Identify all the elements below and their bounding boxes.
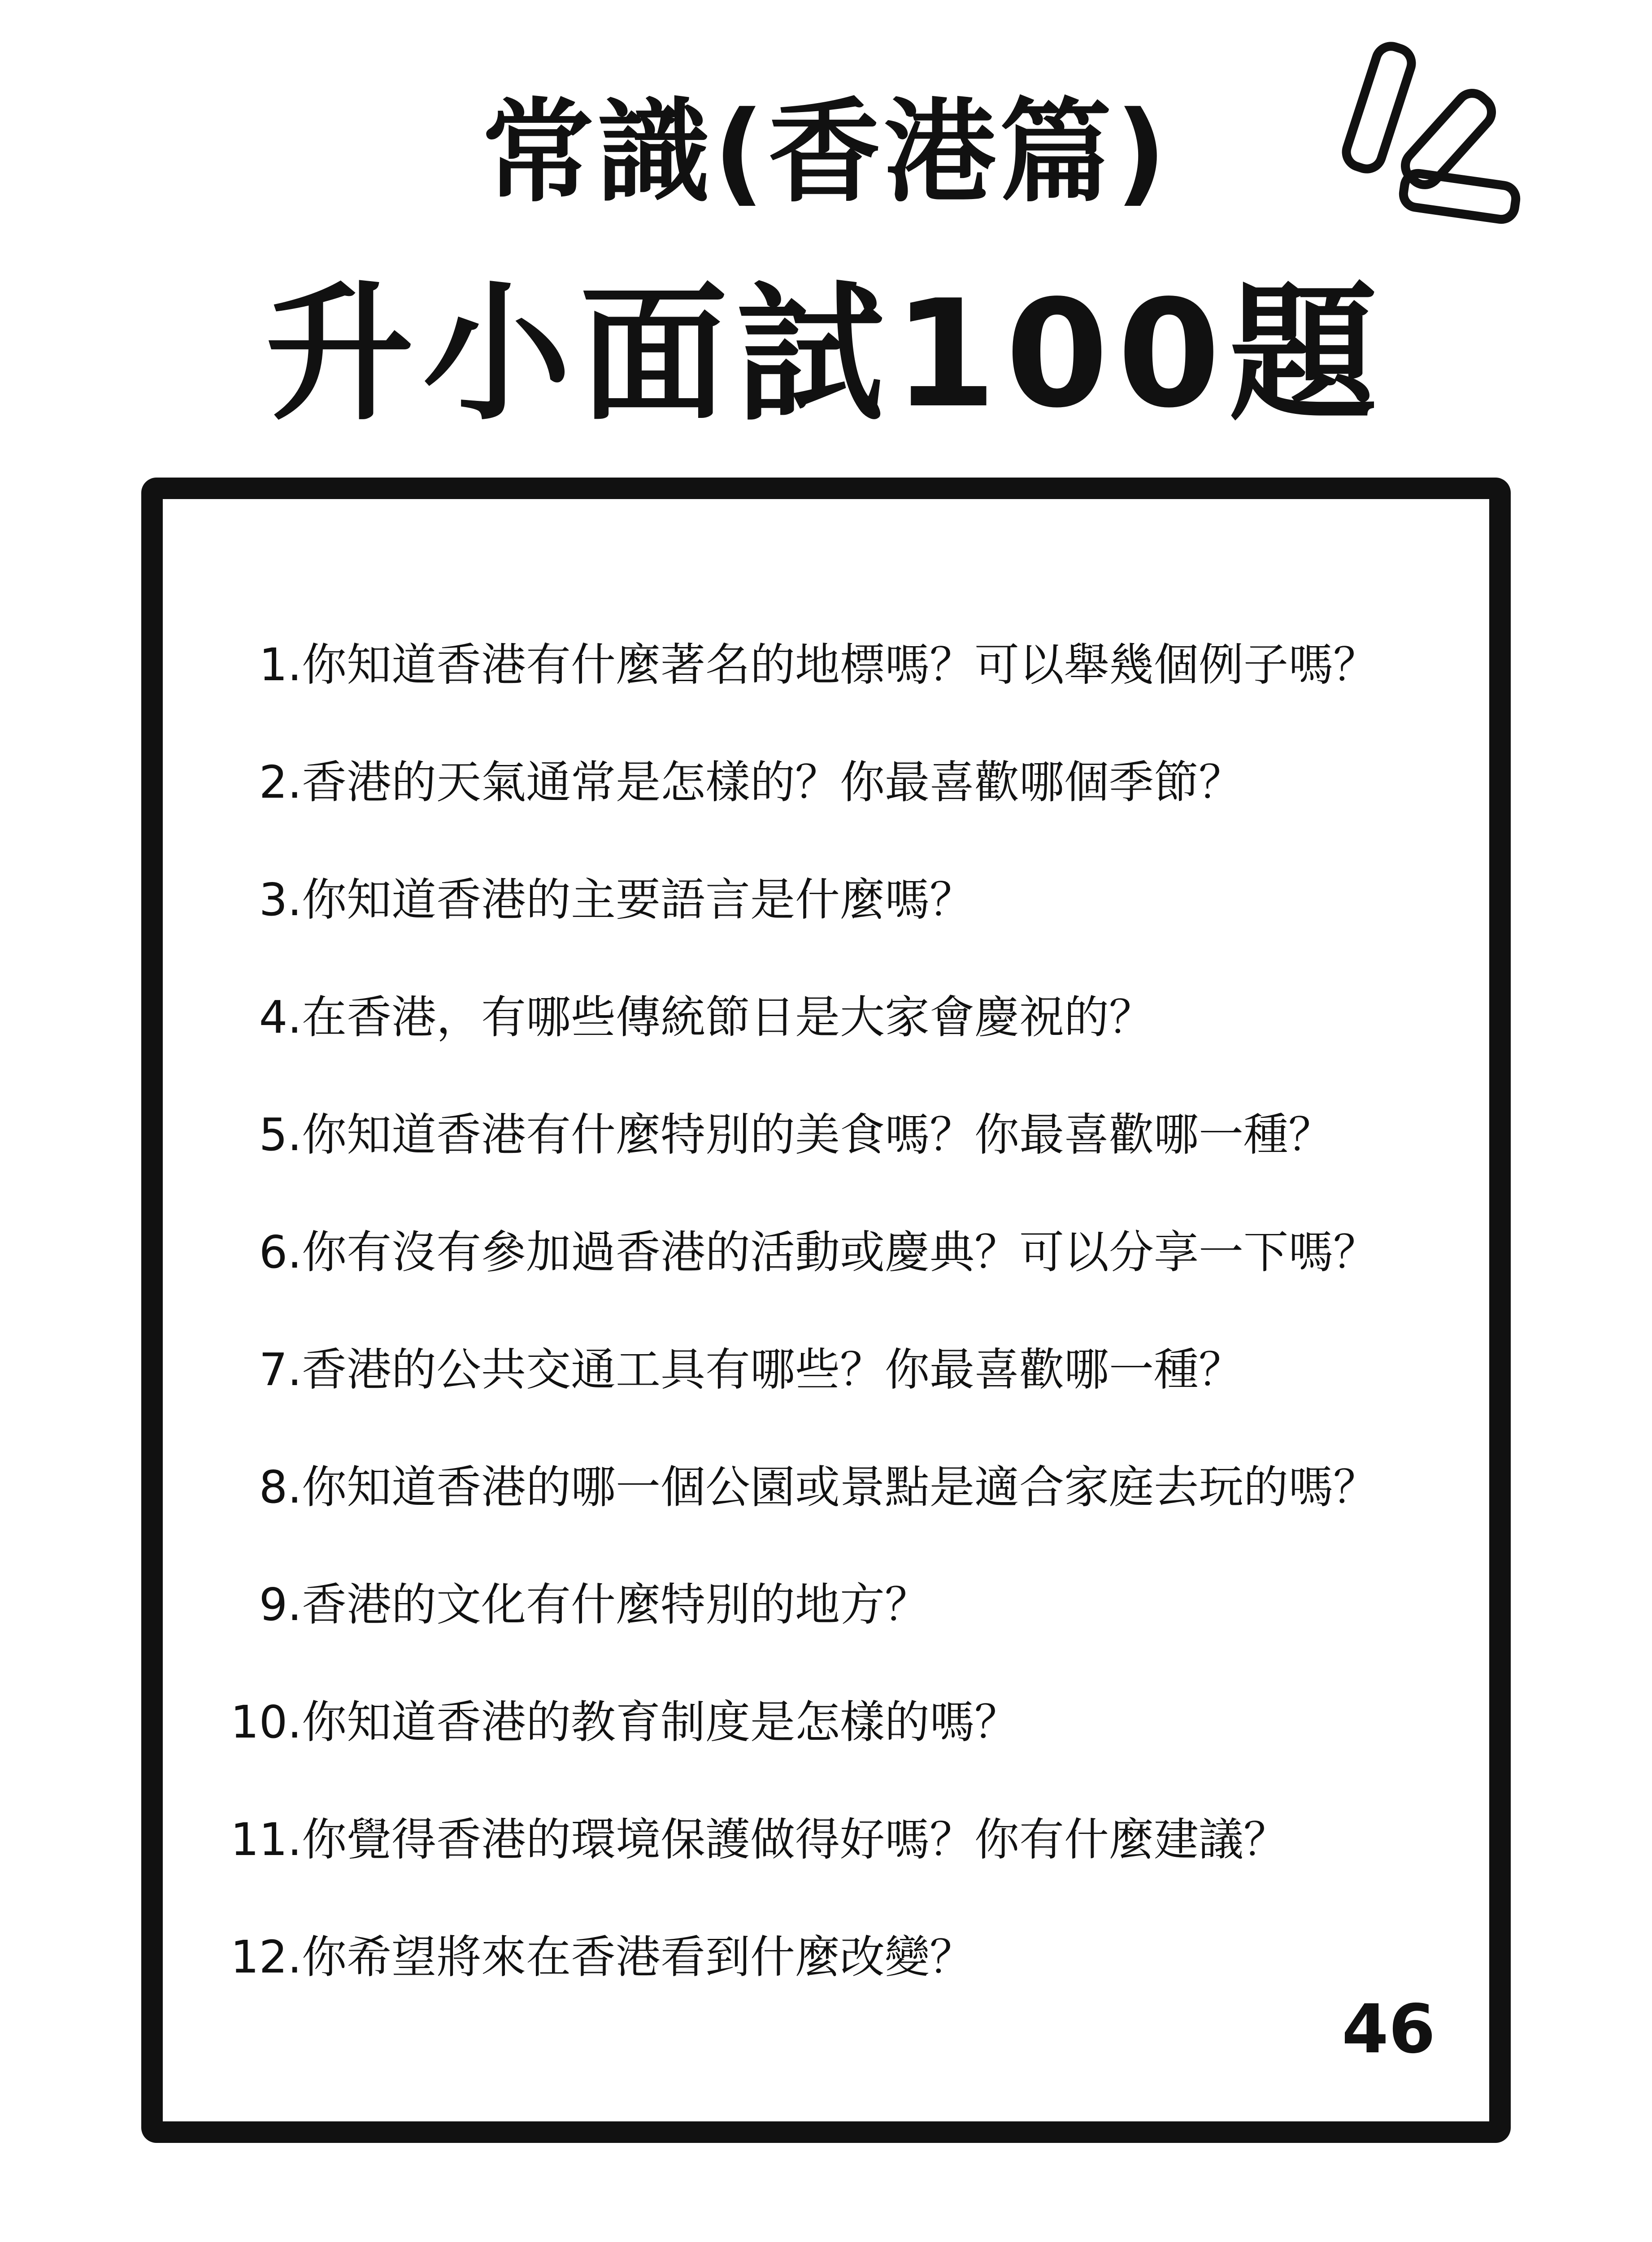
question-list (221, 638, 1378, 2048)
question-number: 8. (259, 1461, 302, 1513)
question-number: 10. (230, 1696, 302, 1748)
question-item (221, 1813, 1378, 1930)
question-number: 9. (259, 1578, 302, 1631)
question-text: 你希望將來在香港看到什麼改變？ (302, 1931, 974, 1983)
question-item (221, 873, 1378, 991)
question-item (221, 1343, 1378, 1460)
question-number: 4. (259, 991, 302, 1043)
question-text: 香港的文化有什麼特別的地方？ (302, 1578, 930, 1631)
question-item (221, 1460, 1378, 1578)
question-text: 香港的公共交通工具有哪些？你最喜歡哪一種？ (302, 1343, 1243, 1396)
question-item (221, 1108, 1378, 1225)
question-number: 12. (230, 1931, 302, 1983)
question-item (221, 991, 1378, 1108)
question-number: 11. (230, 1813, 302, 1866)
question-text: 你知道香港的哪一個公園或景點是適合家庭去玩的嗎？ (302, 1461, 1378, 1513)
page-title: 升小面試100題 (265, 268, 1387, 440)
question-item (221, 756, 1378, 873)
question-text: 香港的天氣通常是怎樣的？你最喜歡哪個季節？ (302, 756, 1243, 808)
question-item (221, 1695, 1378, 1813)
question-number: 2. (259, 756, 302, 808)
question-text: 你覺得香港的環境保護做得好嗎？你有什麼建議？ (302, 1813, 1288, 1866)
question-number: 1. (259, 639, 302, 691)
question-text: 你知道香港有什麼著名的地標嗎？可以舉幾個例子嗎？ (302, 639, 1378, 691)
question-number: 7. (259, 1343, 302, 1396)
page-number: 46 (1342, 1990, 1435, 2068)
questions-panel (141, 478, 1511, 2143)
question-number: 6. (259, 1226, 302, 1278)
question-item (221, 1578, 1378, 1695)
question-item (221, 1930, 1378, 2048)
question-item (221, 638, 1378, 756)
question-text: 你知道香港有什麼特別的美食嗎？你最喜歡哪一種？ (302, 1108, 1333, 1161)
question-text: 你有沒有參加過香港的活動或慶典？可以分享一下嗎？ (302, 1226, 1378, 1278)
emphasis-burst-icon (1314, 18, 1547, 251)
question-number: 3. (259, 873, 302, 926)
question-text: 你知道香港的教育制度是怎樣的嗎？ (302, 1696, 1019, 1748)
page-subtitle: 常識(香港篇) (482, 87, 1170, 217)
question-item (221, 1225, 1378, 1343)
question-text: 在香港，有哪些傳統節日是大家會慶祝的？ (302, 991, 1154, 1043)
burst-stroke (1343, 42, 1416, 173)
question-text: 你知道香港的主要語言是什麼嗎？ (302, 873, 974, 926)
question-number: 5. (259, 1108, 302, 1161)
